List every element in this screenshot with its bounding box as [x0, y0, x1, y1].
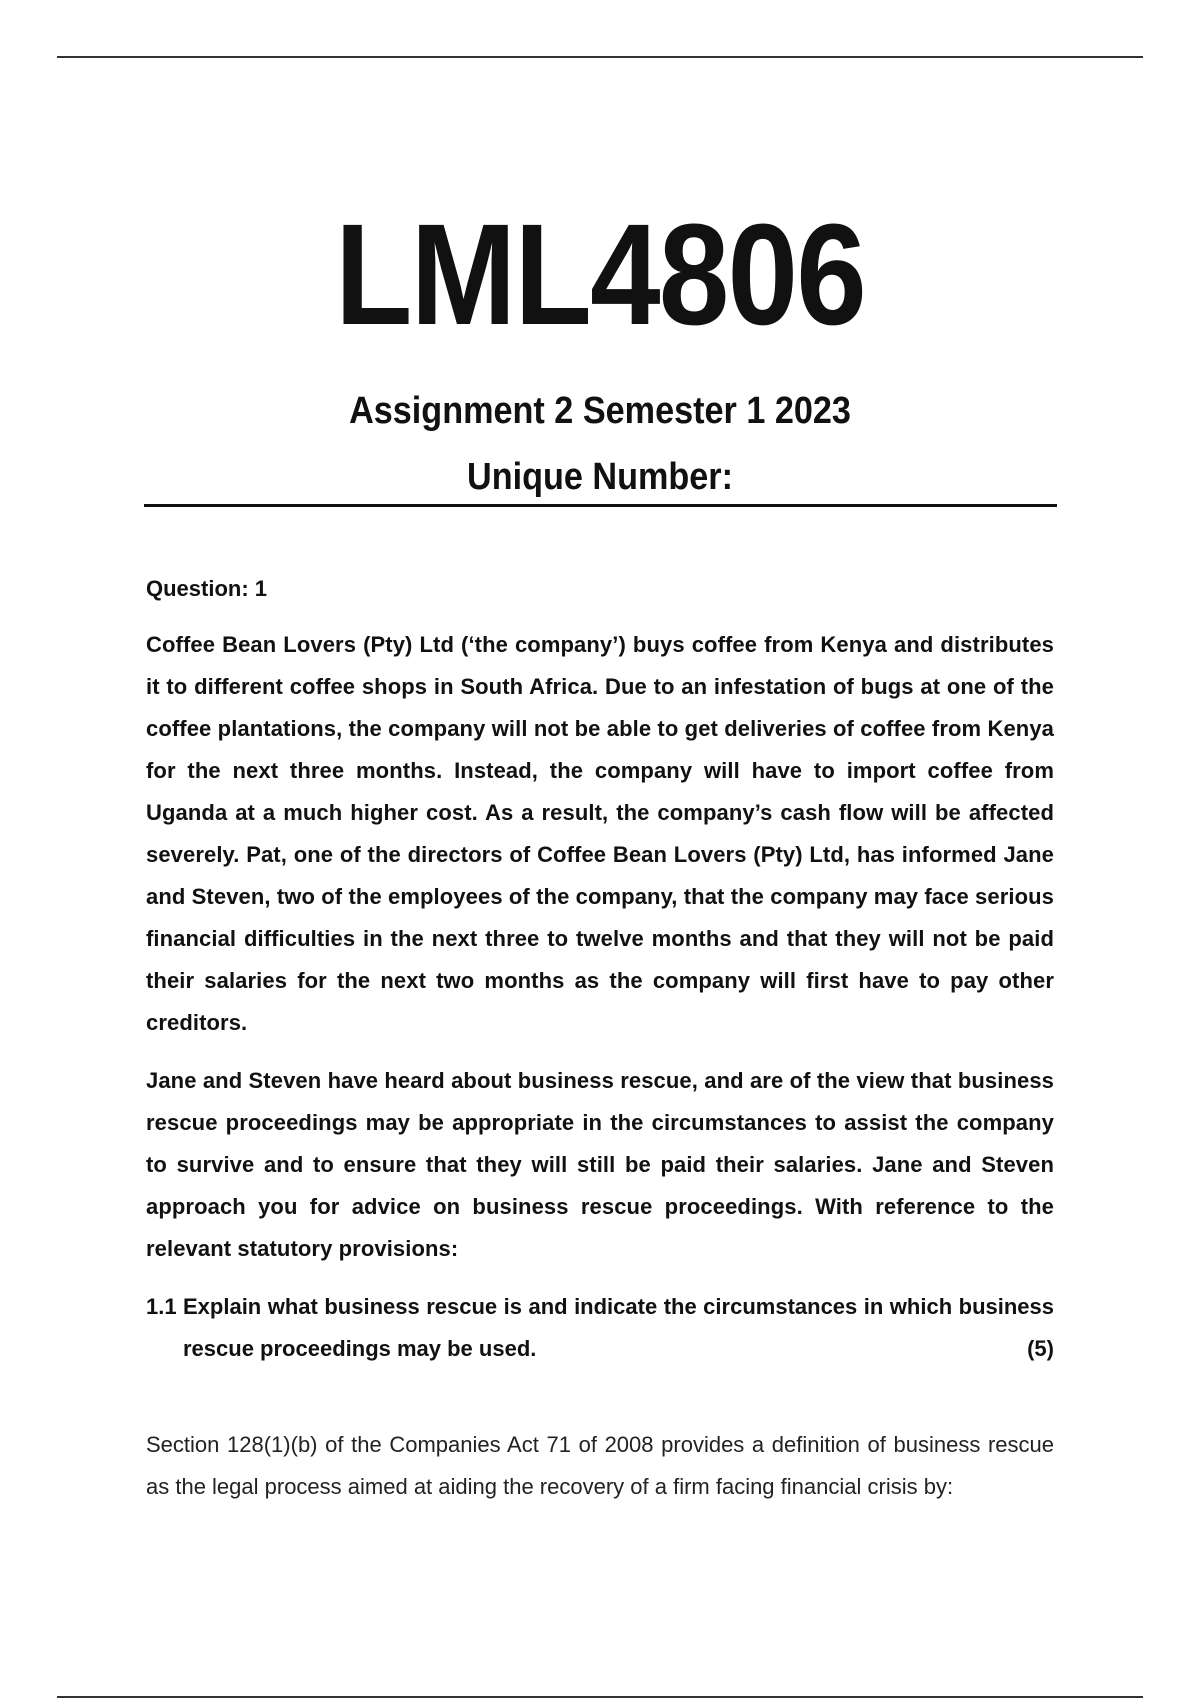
question-paragraph-2: Jane and Steven have heard about business rescue, and are of the view that business rescue proceedings may be appropriate in the circumstances to assist the company to survive and to ensure that they will still be paid their salaries. Jane and Steven approach you for advice on business rescue proceedings. With reference to the relevant statutory provisions: — [146, 1068, 1054, 1261]
question-paragraph-1: Coffee Bean Lovers (Pty) Ltd (‘the company’) buys coffee from Kenya and distributes it to different coffee shops in South Africa. Due to an infestation of bugs at one of the coffee plantations, the company will not be able to get deliveries of coffee from Kenya for the next three months. Instead, the company will have to import coffee from Uganda at a much higher cost. As a result, the company’s cash flow will be affected severely. Pat, one of the directors of Coffee Bean Lovers (Pty) Ltd, has informed Jane and Steven, two of the employees of the company, that the company may face serious financial difficulties in the next three to twelve months and that they will not be paid their salaries for the next two months as the company will first have to pay other creditors. — [146, 632, 1054, 1035]
title-underline — [144, 504, 1057, 507]
subquestion-body — [183, 1286, 1054, 1370]
subquestion-text: Explain what business rescue is and indicate the circumstances in which business rescue proceedings may be used. — [183, 1294, 1054, 1361]
subquestion-marks: (5) — [1027, 1336, 1054, 1361]
subquestion-number: 1.1 — [146, 1294, 177, 1319]
assignment-subtitle: Assignment 2 Semester 1 2023 — [349, 390, 851, 432]
answer-paragraph: Section 128(1)(b) of the Companies Act 71 of 2008 provides a definition of business rescue as the legal process aimed at aiding the recovery of a firm facing financial crisis by: — [146, 1432, 1054, 1499]
question-label: Question: 1 — [146, 576, 268, 601]
unique-number-label: Unique Number: — [466, 456, 734, 498]
bottom-rule — [57, 1696, 1143, 1698]
course-code-title: LML4806 — [335, 194, 865, 355]
document-body — [146, 568, 1054, 1530]
subquestion-1-1 — [146, 1286, 1054, 1370]
top-rule — [57, 56, 1143, 58]
